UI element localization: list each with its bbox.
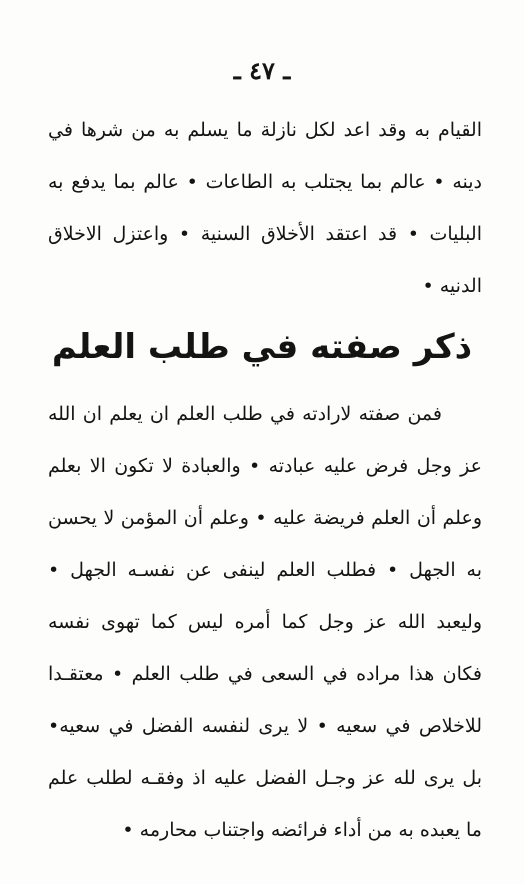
text-line: البليات • قد اعتقد الأخلاق السنية • واعتزل الاخلاق (48, 223, 482, 245)
text-line: بل يرى لله عز وجـل الفضل عليه اذ وفقـه لطلب علم (48, 767, 482, 789)
text-line: ما يعبده به من أداء فرائضه واجتناب محارمه • (122, 819, 482, 841)
text-line: وعلم أن العلم فريضة عليه • وعلم أن المؤمن لا يحسن (48, 507, 482, 529)
paragraph-main (48, 388, 482, 856)
paragraph-intro (48, 104, 482, 312)
page-number: ـ ٤٧ ـ (233, 56, 291, 85)
section-heading: ذكر صفته في طلب العلم (51, 327, 473, 367)
text-line: للاخلاص في سعيه • لا يرى لنفسه الفضل في سعيه• (48, 715, 482, 737)
text-line: دينه • عالم بما يجتلب به الطاعات • عالم بما يدفع به (48, 171, 482, 193)
text-line: الدنيه • (422, 275, 482, 297)
text-line: به الجهل • فطلب العلم لينفى عن نفسـه الجهل • (48, 559, 482, 581)
text-line: وليعبد الله عز وجل كما أمره ليس كما تهوى نفسه (48, 611, 482, 633)
text-line: عز وجل فرض عليه عبادته • والعبادة لا تكون الا بعلم (48, 455, 482, 477)
text-line: فمن صفته لارادته في طلب العلم ان يعلم ان الله (48, 403, 442, 425)
text-line: فكان هذا مراده في السعى في طلب العلم • معتقـدا (48, 663, 482, 685)
text-line: القيام به وقد اعد لكل نازلة ما يسلم به من شرها في (48, 119, 482, 141)
